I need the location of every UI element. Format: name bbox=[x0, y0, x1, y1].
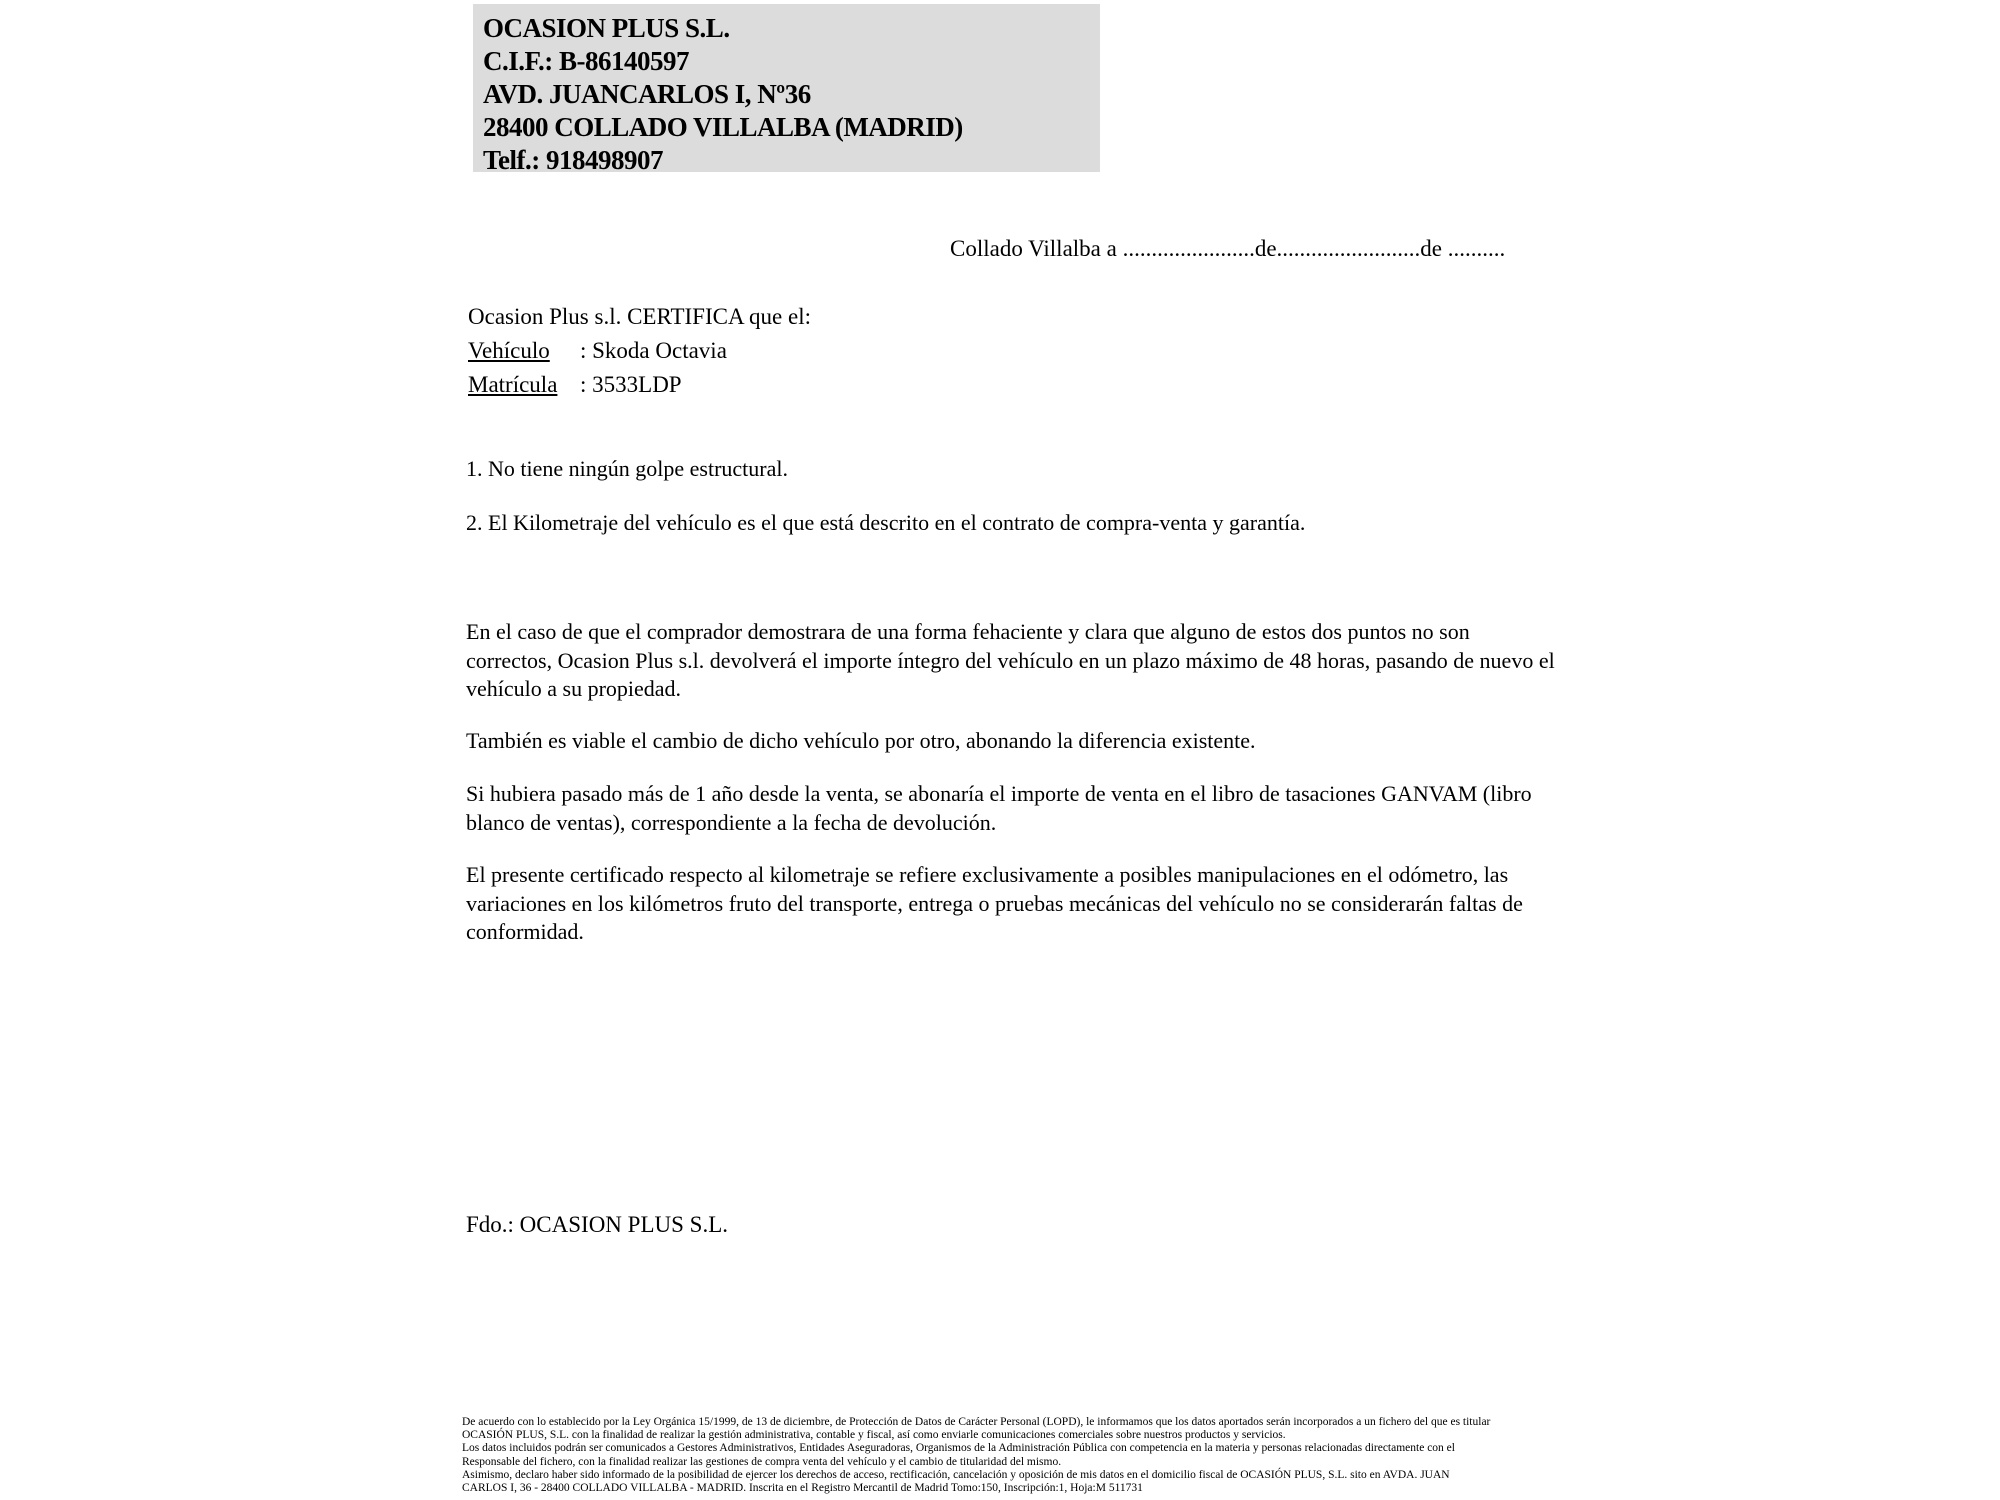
date-placeholder-line: Collado Villalba a .......................de.........................de .......... bbox=[950, 236, 1506, 261]
company-city: 28400 COLLADO VILLALBA (MADRID) bbox=[483, 112, 963, 142]
legal-line: CARLOS I, 36 - 28400 COLLADO VILLALBA - MADRID. Inscrita en el Registro Mercantil de Madrid Tomo:150, Inscripción:1, Hoja:M 511731 bbox=[462, 1482, 1143, 1495]
legal-line: OCASIÓN PLUS, S.L. con la finalidad de realizar la gestión administrativa, contable y fiscal, así como enviarle comunicaciones comerciales sobre nuestros productos y servicios. bbox=[462, 1429, 1286, 1442]
odometer-paragraph: El presente certificado respecto al kilometraje se refiere exclusivamente a posibles manipulaciones en el odómetro, las variaciones en los kilómetros fruto del transporte, entrega o pruebas mecánicas del vehículo no se considerarán faltas de conformidad. bbox=[466, 862, 1523, 944]
signature-line: Fdo.: OCASION PLUS S.L. bbox=[466, 1212, 728, 1237]
legal-footer bbox=[462, 1416, 1490, 1495]
plate-row bbox=[468, 368, 811, 402]
legal-line: Responsable del fichero, con la finalidad realizar las gestiones de compra venta del vehículo y el cambio de titularidad del mismo. bbox=[462, 1455, 1062, 1468]
company-address: AVD. JUANCARLOS I, Nº36 bbox=[483, 79, 811, 109]
plate-value: : 3533LDP bbox=[580, 372, 682, 397]
company-name: OCASION PLUS S.L. bbox=[483, 13, 730, 43]
plate-label: Matrícula bbox=[468, 372, 558, 397]
certification-block bbox=[468, 300, 811, 402]
company-letterhead-box bbox=[473, 4, 1100, 175]
company-phone: Telf.: 918498907 bbox=[483, 145, 663, 175]
legal-line: Asimismo, declaro haber sido informado de la posibilidad de ejercer los derechos de acceso, rectificación, cancelación y oposición de mis datos en el domicilio fiscal de OCASIÓN PLUS, S.L. sito en AVDA. JUAN bbox=[462, 1468, 1450, 1481]
exchange-paragraph: También es viable el cambio de dicho vehículo por otro, abonando la diferencia existente. bbox=[466, 728, 1256, 753]
certified-point-2: 2. El Kilometraje del vehículo es el que está descrito en el contrato de compra-venta y garantía. bbox=[466, 510, 1306, 535]
legal-line: De acuerdo con lo establecido por la Ley Orgánica 15/1999, de 13 de diciembre, de Protección de Datos de Carácter Personal (LOPD), le informamos que los datos aportados serán incorporados a un fichero del que es titular bbox=[462, 1416, 1491, 1428]
certification-intro: Ocasion Plus s.l. CERTIFICA que el: bbox=[468, 304, 811, 329]
vehicle-label-cell bbox=[468, 334, 580, 368]
certified-point-1: 1. No tiene ningún golpe estructural. bbox=[466, 456, 788, 481]
vehicle-value: : Skoda Octavia bbox=[580, 338, 727, 363]
plate-label-cell bbox=[468, 368, 580, 402]
vehicle-row bbox=[468, 334, 811, 368]
company-cif: C.I.F.: B-86140597 bbox=[483, 46, 690, 76]
refund-paragraph: En el caso de que el comprador demostrara de una forma fehaciente y clara que alguno de estos dos puntos no son correctos, Ocasion Plus s.l. devolverá el importe íntegro del vehículo en un plazo máximo de 48 horas, pasando de nuevo el vehículo a su propiedad. bbox=[466, 619, 1555, 701]
legal-line: Los datos incluidos podrán ser comunicados a Gestores Administrativos, Entidades Aseguradoras, Organismos de la Administración Pública con competencia en la materia y personas relacionadas directamente con el bbox=[462, 1442, 1455, 1455]
vehicle-label: Vehículo bbox=[468, 338, 550, 363]
ganvam-paragraph: Si hubiera pasado más de 1 año desde la venta, se abonaría el importe de venta en el libro de tasaciones GANVAM (libro blanco de ventas), correspondiente a la fecha de devolución. bbox=[466, 781, 1532, 835]
